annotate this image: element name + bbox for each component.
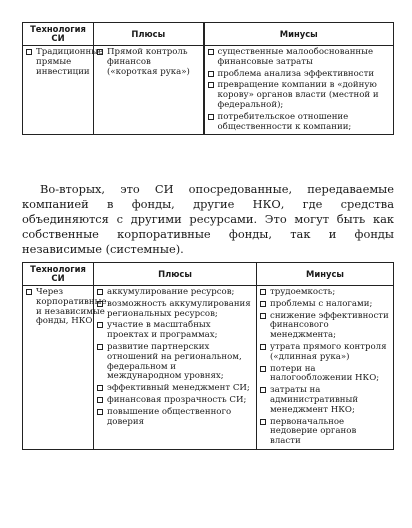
checkbox-bullet-icon xyxy=(26,49,32,55)
minuses-cell xyxy=(204,46,394,135)
checkbox-bullet-icon xyxy=(260,419,266,425)
checkbox-bullet-icon xyxy=(208,71,214,77)
minus-item: снижение эффективности финансового менеджмента; xyxy=(270,310,389,341)
checkbox-bullet-icon xyxy=(260,313,266,319)
checkbox-bullet-icon xyxy=(260,344,266,350)
checkbox-bullet-icon xyxy=(97,289,103,295)
checkbox-bullet-icon xyxy=(260,366,266,372)
checkbox-bullet-icon xyxy=(97,322,103,328)
pluses-cell xyxy=(94,46,204,135)
header-minuses: Минусы xyxy=(257,263,394,286)
body-paragraph: Во-вторых, это СИ опосредованные, передаваемые компанией в фонды, другие НКО, где средства объединяются с другими ресурсами. Это могут быть как собственные корпоративные фонды, так и фонды независимые (системные). xyxy=(22,182,394,256)
minus-item: утрата прямого контроля («длинная рука») xyxy=(270,341,387,362)
checkbox-bullet-icon xyxy=(97,49,103,55)
plus-item: участие в масштабных проектах и программах; xyxy=(107,320,218,341)
minus-item: потребительское отношение общественности к компании; xyxy=(217,111,352,132)
minus-item: трудоемкость; xyxy=(270,287,336,297)
minus-item: потери на налогообложении НКО; xyxy=(270,363,380,384)
checkbox-bullet-icon xyxy=(97,301,103,307)
header-pluses: Плюсы xyxy=(94,263,257,286)
minuses-cell xyxy=(257,286,394,450)
minus-item: существенные малообоснованные финансовые затраты xyxy=(217,47,374,67)
header-technology: Технология СИ xyxy=(23,263,94,286)
checkbox-bullet-icon xyxy=(97,397,103,403)
plus-item: Прямой контроль финансов («короткая рука») xyxy=(107,47,190,77)
technology-cell xyxy=(23,46,104,135)
checkbox-bullet-icon xyxy=(208,82,214,88)
checkbox-bullet-icon xyxy=(26,289,32,295)
plus-item: возможность аккумулирования региональных ресурсов; xyxy=(107,298,251,319)
checkbox-bullet-icon xyxy=(260,387,266,393)
checkbox-bullet-icon xyxy=(208,49,214,55)
minus-item: первоначальное недоверие органов власти xyxy=(270,416,357,447)
checkbox-bullet-icon xyxy=(97,409,103,415)
plus-item: развитие партнерских отношений на региональном, федеральном и международном уровнях; xyxy=(107,341,242,382)
plus-item: эффективный менеджмент СИ; xyxy=(107,383,250,394)
checkbox-bullet-icon xyxy=(260,301,266,307)
checkbox-bullet-icon xyxy=(97,344,103,350)
plus-item: аккумулирование ресурсов; xyxy=(107,287,235,297)
checkbox-bullet-icon xyxy=(97,385,103,391)
checkbox-bullet-icon xyxy=(208,114,214,120)
table-header-row xyxy=(23,23,394,46)
header-technology: Технология СИ xyxy=(23,23,94,46)
header-pluses: Плюсы xyxy=(94,23,204,46)
minus-item: затраты на административный менеджмент НКО; xyxy=(270,385,359,415)
table-row xyxy=(23,286,394,450)
minus-item: превращение компании в «дойную корову» органов власти (местной и федеральной); xyxy=(217,80,379,110)
minus-item: проблема анализа эффективности xyxy=(217,68,375,79)
table-header-row xyxy=(23,263,394,286)
technology-cell xyxy=(23,286,107,450)
table-row xyxy=(23,46,394,135)
pluses-cell xyxy=(94,286,257,450)
checkbox-bullet-icon xyxy=(260,289,266,295)
technology-table-funds xyxy=(22,262,394,450)
technology-name: Через корпоративные и независимые фонды, НКО xyxy=(36,287,107,327)
technology-name: Традиционные прямые инвестиции xyxy=(36,47,104,77)
plus-item: повышение общественного доверия xyxy=(107,406,232,427)
header-minuses: Минусы xyxy=(204,23,394,46)
plus-item: финансовая прозрачность СИ; xyxy=(107,394,247,405)
minus-item: проблемы с налогами; xyxy=(270,298,373,309)
technology-table-direct xyxy=(22,22,394,135)
